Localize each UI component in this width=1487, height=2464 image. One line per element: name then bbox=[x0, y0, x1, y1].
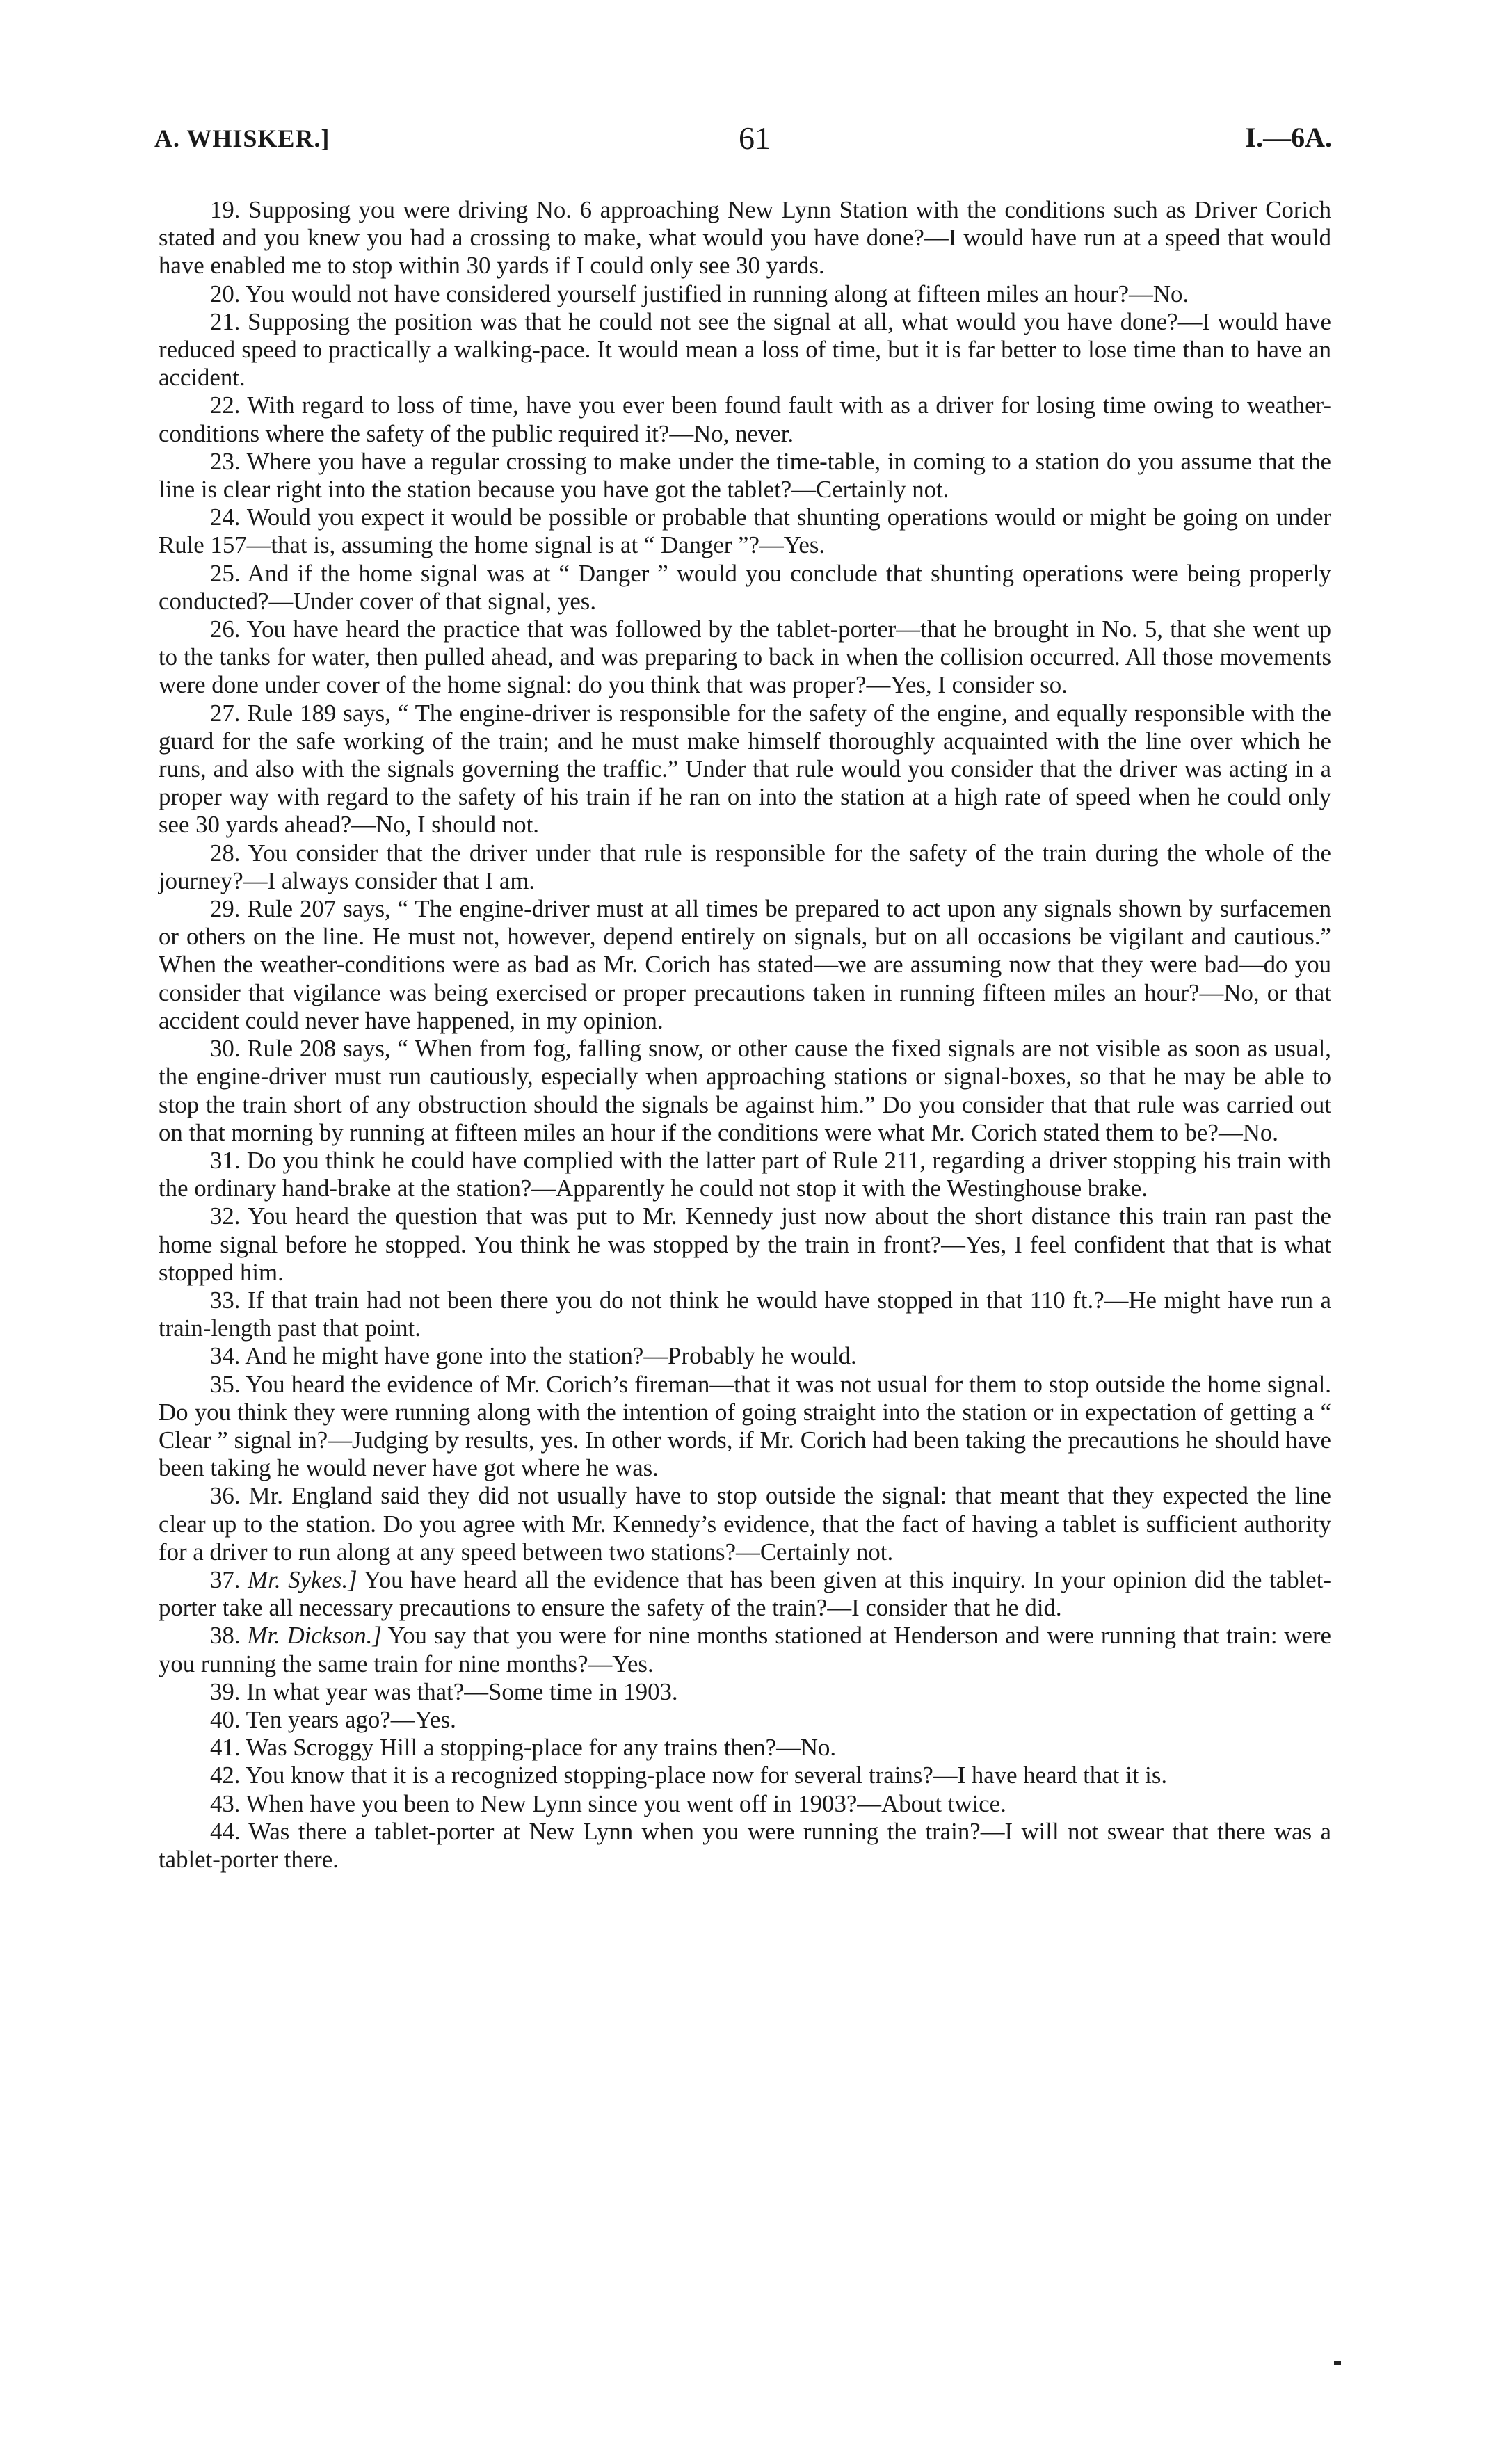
page-number: 61 bbox=[739, 120, 771, 156]
paragraph: 25. And if the home signal was at “ Danger ” would you conclude that shunting operations were being properly conducted?—Under cover of that signal, yes. bbox=[159, 559, 1331, 615]
paragraph: 38. Mr. Dickson.] You say that you were for nine months stationed at Henderson and were running that train: were you running the same train for nine months?—Yes. bbox=[159, 1622, 1331, 1677]
paragraph: 22. With regard to loss of time, have you ever been found fault with as a driver for losing time owing to weather-conditions where the safety of the public required it?—No, never. bbox=[159, 392, 1331, 447]
paragraph: 40. Ten years ago?—Yes. bbox=[210, 1705, 456, 1733]
paragraph: 24. Would you expect it would be possible or probable that shunting operations would or might be going on under Rule 157—that is, assuming the home signal is at “ Danger ”?—Yes. bbox=[159, 504, 1331, 559]
paragraph: 27. Rule 189 says, “ The engine-driver is responsible for the safety of the engine, and equally responsible with the guard for the safe working of the train; and he must make himself thoroughly acquainted with the line over which he runs, and also with the signals governing the traffic.” Under that rule would you consider that the driver was acting in a proper way with regard to the safety of his train if he ran on into the station at a high rate of speed when he could only see 30 yards ahead?—No, I should not. bbox=[159, 699, 1331, 839]
paragraph: 19. Supposing you were driving No. 6 approaching New Lynn Station with the conditions such as Driver Corich stated and you knew you had a crossing to make, what would you have done?—I would have run at a speed that would have enabled me to stop within 30 yards if I could only see 30 yards. bbox=[159, 196, 1331, 280]
paragraph: 41. Was Scroggy Hill a stopping-place for any trains then?—No. bbox=[210, 1734, 837, 1762]
paragraph: 39. In what year was that?—Some time in 1903. bbox=[210, 1677, 678, 1705]
paragraph: 20. You would not have considered yourself justified in running along at fifteen miles an hour?—No. bbox=[210, 280, 1189, 307]
paragraph: 32. You heard the question that was put to Mr. Kennedy just now about the short distance this train ran past the home signal before he stopped. You think he was stopped by the train in front?—Yes, I feel confident that that is what stopped him. bbox=[159, 1202, 1331, 1286]
paragraph: 37. Mr. Sykes.] You have heard all the evidence that has been given at this inquiry. In your opinion did the tablet-porter take all necessary precautions to ensure the safety of the train?—I consider that he did. bbox=[159, 1565, 1331, 1622]
paragraph: 35. You heard the evidence of Mr. Corich’s fireman—that it was not usual for them to stop outside the home signal. Do you think they were running along with the intention of going straight into the station or in expectation of getting a “ Clear ” signal in?—Judging by results, yes. In other words, if Mr. Corich had been taking the precautions he should have been taking he would never have got where he was. bbox=[159, 1370, 1331, 1482]
question-number: 38. bbox=[210, 1622, 241, 1650]
paragraph: 42. You know that it is a recognized stopping-place now for several trains?—I have heard that it is. bbox=[210, 1762, 1168, 1789]
paragraph: 36. Mr. England said they did not usually have to stop outside the signal: that meant that they expected the line clear up to the station. Do you agree with Mr. Kennedy’s evidence, that the fact of having a tablet is sufficient authority for a driver to run along at any speed between two stations?—Certainly not. bbox=[159, 1482, 1331, 1565]
document-reference: I.—6A. bbox=[1245, 122, 1332, 153]
paragraph: 30. Rule 208 says, “ When from fog, falling snow, or other cause the fixed signals are not visible as soon as usual, the engine-driver must run cautiously, especially when approaching stations or signal-boxes, so that he may be able to stop the train short of any obstruction should the signals be against him.” Do you consider that that rule was carried out on that morning by running at fifteen miles an hour if the conditions were what Mr. Corich stated them to be?—No. bbox=[159, 1035, 1331, 1146]
witness-name: A. WHISKER.] bbox=[154, 124, 330, 152]
paragraph: 34. And he might have gone into the station?—Probably he would. bbox=[210, 1342, 857, 1370]
paragraph: 28. You consider that the driver under that rule is responsible for the safety of the train during the whole of the journey?—I always consider that I am. bbox=[159, 839, 1331, 894]
paragraph: 44. Was there a tablet-porter at New Lynn when you were running the train?—I will not swear that there was a tablet-porter there. bbox=[159, 1817, 1331, 1873]
paragraph: 43. When have you been to New Lynn since you went off in 1903?—About twice. bbox=[210, 1789, 1006, 1817]
paragraph: 23. Where you have a regular crossing to make under the time-table, in coming to a station do you assume that the line is clear right into the station because you have got the tablet?—Certainly not. bbox=[159, 447, 1331, 504]
paragraph: 26. You have heard the practice that was followed by the tablet-porter—that he brought in No. 5, that she went up to the tanks for water, then pulled ahead, and was preparing to back in when the collision occurred. All those movements were done under cover of the home signal: do you think that was proper?—Yes, I consider so. bbox=[159, 615, 1331, 699]
question-number: 37. bbox=[210, 1565, 241, 1593]
paragraph: 21. Supposing the position was that he could not see the signal at all, what would you have done?—I would have reduced speed to practically a walking-pace. It would mean a loss of time, but it is far better to lose time than to have an accident. bbox=[159, 307, 1331, 392]
page-header bbox=[0, 0, 1487, 181]
testimony-body bbox=[159, 196, 1331, 1874]
paragraph: 31. Do you think he could have complied with the latter part of Rule 211, regarding a driver stopping his train with the ordinary hand-brake at the station?—Apparently he could not stop it with the Westinghouse brake. bbox=[159, 1146, 1331, 1202]
print-mark bbox=[1334, 2361, 1341, 2365]
paragraph: 29. Rule 207 says, “ The engine-driver must at all times be prepared to act upon any signals shown by surfacemen or others on the line. He must not, however, depend entirely on signals, but on all occasions be vigilant and cautious.” When the weather-conditions were as bad as Mr. Corich has stated—we are assuming now that they were bad—do you consider that vigilance was being exercised or proper precautions taken in running fifteen miles an hour?—No, or that accident could never have happened, in my opinion. bbox=[159, 895, 1331, 1034]
speaker-name: Mr. Dickson.] bbox=[247, 1622, 382, 1650]
speaker-name: Mr. Sykes.] bbox=[248, 1565, 357, 1593]
paragraph: 33. If that train had not been there you do not think he would have stopped in that 110 ft.?—He might have run a train-length past that point. bbox=[159, 1286, 1331, 1342]
